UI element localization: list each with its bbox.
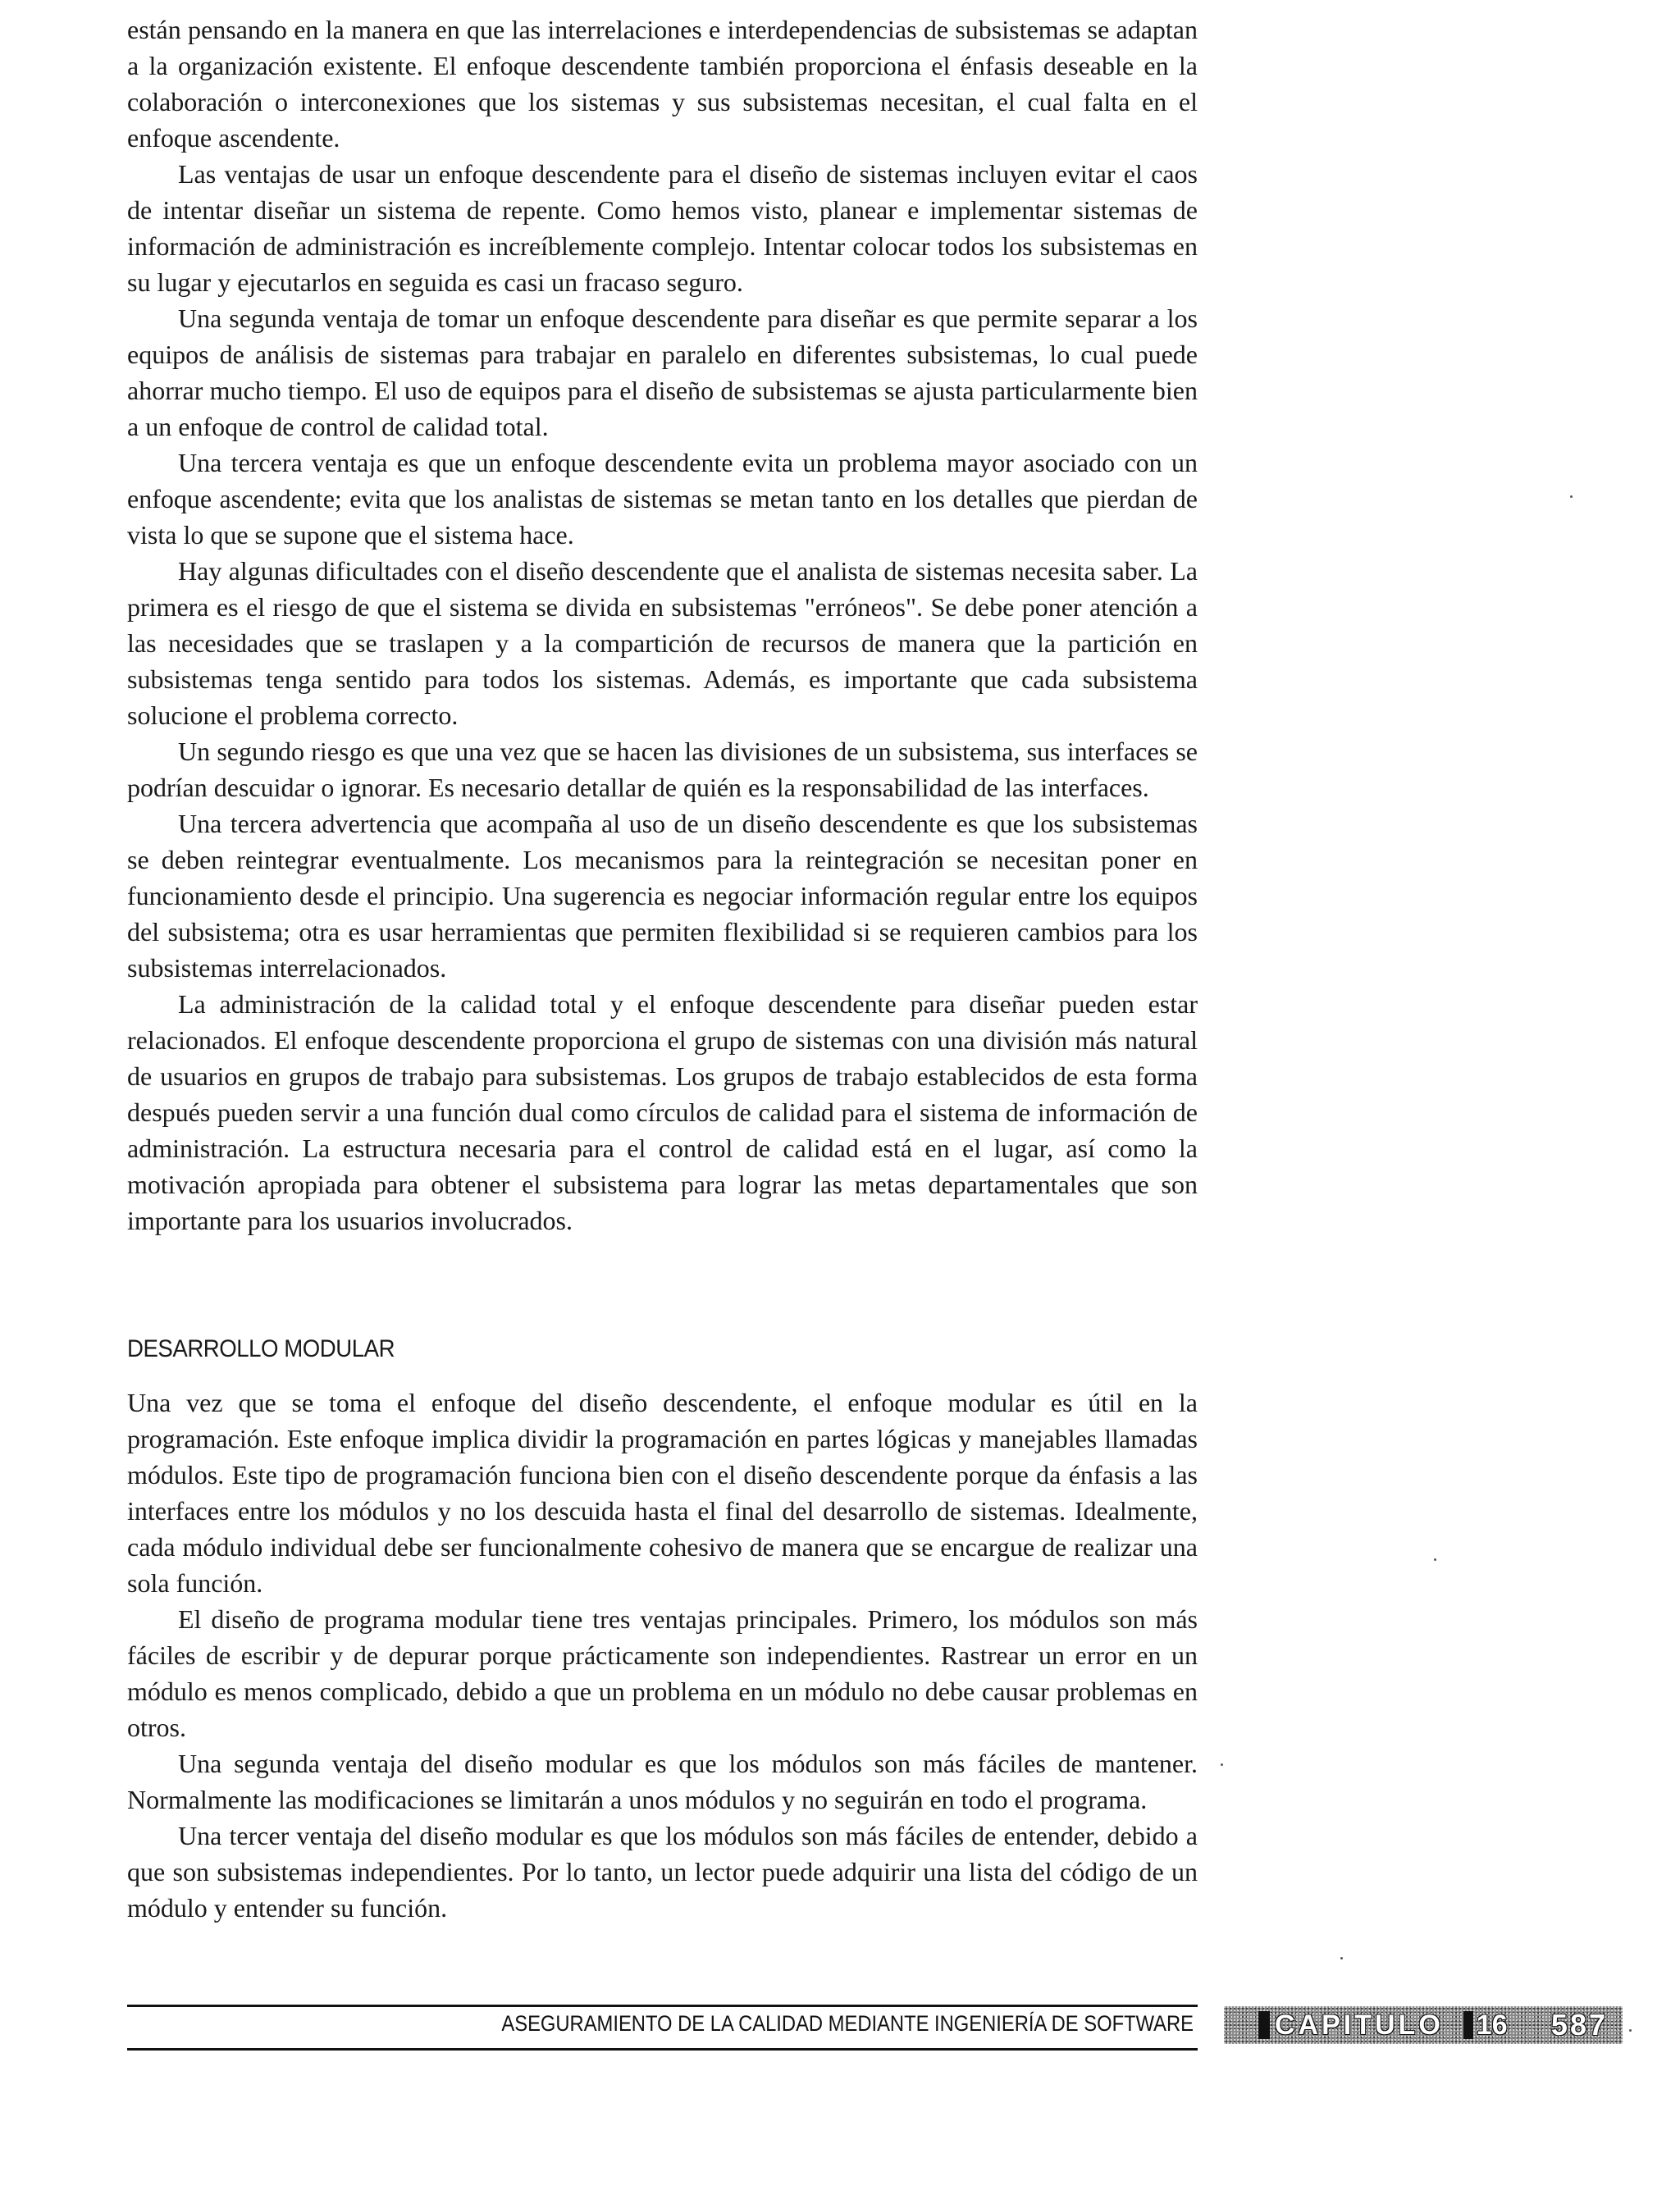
chapter-number-block: [1463, 2010, 1508, 2041]
scan-speck: [1340, 1957, 1343, 1959]
page-number: 587: [1550, 2008, 1608, 2041]
section-heading: DESARROLLO MODULAR: [127, 1335, 395, 1362]
scan-speck: [1434, 1558, 1436, 1561]
paragraph: están pensando en la manera en que las interrelaciones e interdependencias de subsistemas se adaptan a la organización existente. El enfoque descendente también proporciona el énfasis deseable en la colaboración o interconexiones que los sistemas y sus subsistemas necesitan, el cual falta en el enfoque ascendente.: [127, 15, 1198, 153]
running-title: ASEGURAMIENTO DE LA CALIDAD MEDIANTE INGENIERÍA DE SOFTWARE: [501, 2011, 1194, 2036]
paragraph: El diseño de programa modular tiene tres ventajas principales. Primero, los módulos son más fáciles de escribir y de depurar porque prácticamente son independientes. Rastrear un error en un módulo es menos complicado, debido a que un problema en un módulo no debe causar problemas en otros.: [127, 1604, 1198, 1742]
chapter-tab: [1224, 2006, 1623, 2044]
chapter-number: 16: [1476, 2009, 1508, 2041]
chapter-bar-mark: [1258, 2011, 1270, 2039]
scan-speck: [1221, 1763, 1223, 1766]
paragraph: Una vez que se toma el enfoque del diseño descendente, el enfoque modular es útil en la programación. Este enfoque implica dividir la programación en partes lógicas y manejables llamadas módulos. Este tipo de programación funciona bien con el diseño descendente porque da énfasis a las interfaces entre los módulos y no los descuida hasta el final del desarrollo de sistemas. Idealmente, cada módulo individual debe ser funcionalmente cohesivo de manera que se encargue de realizar una sola función.: [127, 1388, 1198, 1598]
paragraph: Las ventajas de usar un enfoque descendente para el diseño de sistemas incluyen evitar el caos de intentar diseñar un sistema de repente. Como hemos visto, planear e implementar sistemas de información de administración es increíblemente complejo. Intentar colocar todos los subsistemas en su lugar y ejecutarlos en seguida es casi un fracaso seguro.: [127, 159, 1198, 297]
footer-rule-bottom: [127, 2048, 1198, 2051]
paragraph: Una segunda ventaja de tomar un enfoque descendente para diseñar es que permite separar a los equipos de análisis de sistemas para trabajar en paralelo en diferentes subsistemas, lo cual puede ahorrar mucho tiempo. El uso de equipos para el diseño de subsistemas se ajusta particularmente bien a un enfoque de control de calidad total.: [127, 303, 1198, 441]
scan-speck: [1570, 495, 1573, 498]
footer-rule-top: [127, 2005, 1198, 2007]
chapter-label: CAPITULO: [1275, 2009, 1444, 2041]
paragraph: Un segundo riesgo es que una vez que se hacen las divisiones de un subsistema, sus interfaces se podrían descuidar o ignorar. Es necesario detallar de quién es la responsabilidad de las interfaces.: [127, 737, 1198, 802]
text-column: [127, 11, 1198, 1926]
chapter-number-bar-mark: [1463, 2011, 1473, 2039]
paragraph: La administración de la calidad total y el enfoque descendente para diseñar pueden estar relacionados. El enfoque descendente proporciona el grupo de sistemas con una división más natural de usuarios en grupos de trabajo para subsistemas. Los grupos de trabajo establecidos de esta forma después pueden servir a una función dual como círculos de calidad para el sistema de información de administración. La estructura necesaria para el control de calidad está en el lugar, así como la motivación apropiada para obtener el subsistema para lograr las metas departamentales que son importante para los usuarios involucrados.: [127, 989, 1198, 1235]
paragraph: Hay algunas dificultades con el diseño descendente que el analista de sistemas necesita saber. La primera es el riesgo de que el sistema se divida en subsistemas "erróneos". Se debe poner atención a las necesidades que se traslapen y a la compartición de recursos de manera que la partición en subsistemas tenga sentido para todos los sistemas. Además, es importante que cada subsistema solucione el problema correcto.: [127, 556, 1198, 730]
paragraph: Una tercera advertencia que acompaña al uso de un diseño descendente es que los subsistemas se deben reintegrar eventualmente. Los mecanismos para la reintegración se necesitan poner en funcionamiento desde el principio. Una sugerencia es negociar información regular entre los equipos del subsistema; otra es usar herramientas que permiten flexibilidad si se requieren cambios para los subsistemas interrelacionados.: [127, 809, 1198, 983]
paragraph: Una segunda ventaja del diseño modular es que los módulos son más fáciles de mantener. Normalmente las modificaciones se limitarán a unos módulos y no seguirán en todo el programa.: [127, 1749, 1198, 1814]
scan-speck: [1629, 2029, 1632, 2032]
paragraph: Una tercera ventaja es que un enfoque descendente evita un problema mayor asociado con un enfoque ascendente; evita que los analistas de sistemas se metan tanto en los detalles que pierdan de vista lo que se supone que el sistema hace.: [127, 448, 1198, 550]
paragraph: Una tercer ventaja del diseño modular es que los módulos son más fáciles de entender, debido a que son subsistemas independientes. Por lo tanto, un lector puede adquirir una lista del código de un módulo y entender su función.: [127, 1821, 1198, 1923]
